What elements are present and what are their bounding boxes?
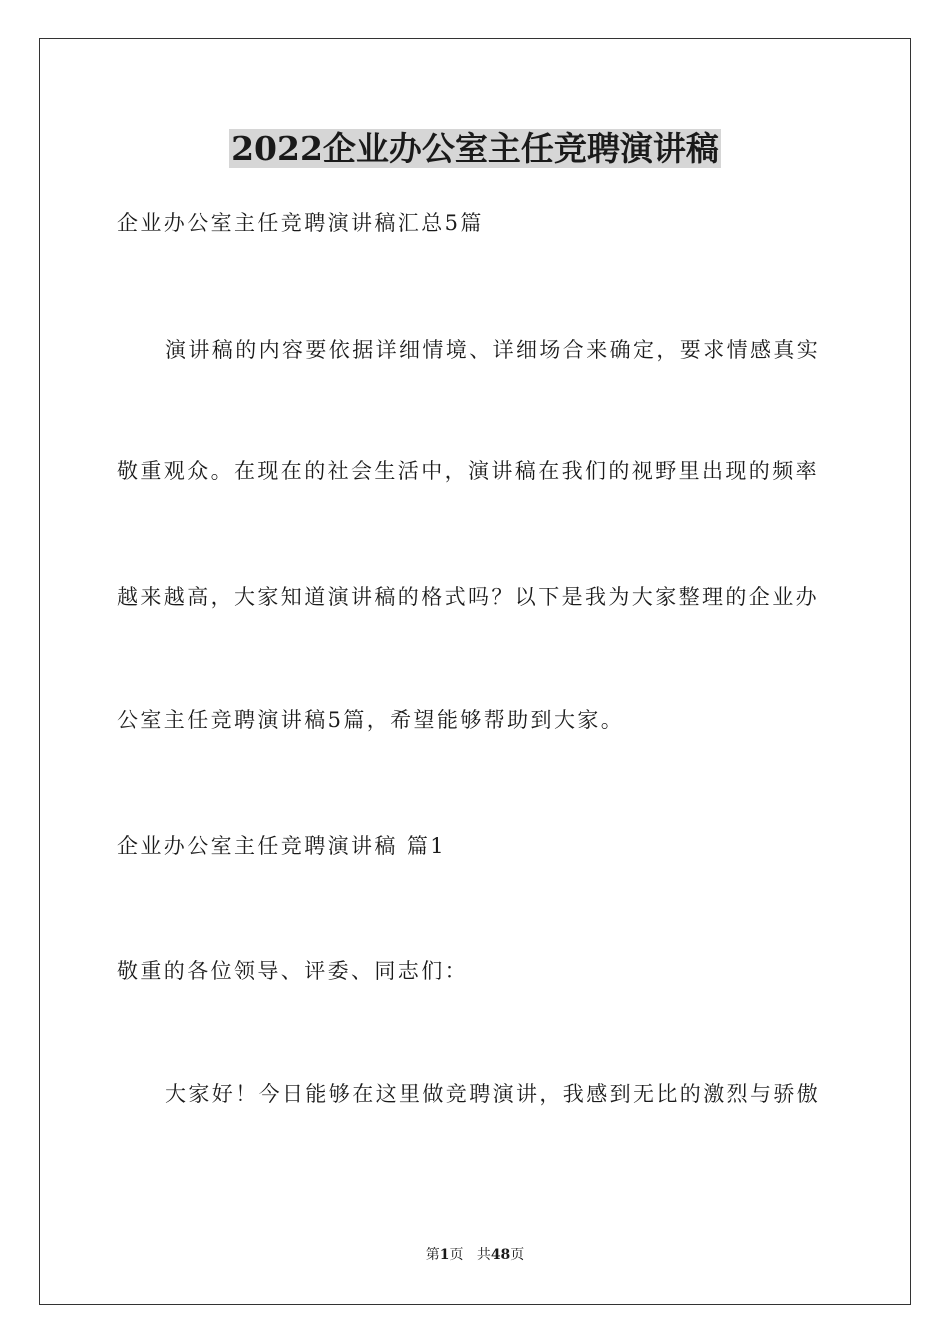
document-subtitle: 企业办公室主任竞聘演讲稿汇总5篇 [117, 211, 484, 235]
salutation-line: 敬重的各位领导、评委、同志们： [117, 959, 468, 983]
paragraph-line: 敬重观众。在现在的社会生活中，演讲稿在我们的视野里出现的频率 [117, 459, 819, 483]
document-title-text: 2022企业办公室主任竞聘演讲稿 [231, 129, 719, 168]
paragraph-line: 越来越高，大家知道演讲稿的格式吗？以下是我为大家整理的企业办 [117, 585, 819, 609]
paragraph-line: 大家好！今日能够在这里做竞聘演讲，我感到无比的激烈与骄傲 [165, 1082, 821, 1106]
footer-page-prefix: 第 [425, 1247, 440, 1263]
footer-total-pages: 48 [490, 1247, 511, 1263]
paragraph-line: 演讲稿的内容要依据详细情境、详细场合来确定，要求情感真实 [165, 338, 821, 362]
footer-page-number: 1 [439, 1247, 450, 1263]
page-footer [0, 1245, 950, 1265]
footer-page-suffix: 页 [449, 1247, 464, 1263]
document-title [0, 127, 950, 171]
footer-total-prefix: 共 [476, 1247, 491, 1263]
footer-total-suffix: 页 [510, 1247, 525, 1263]
paragraph-line: 公室主任竞聘演讲稿5篇，希望能够帮助到大家。 [117, 708, 625, 732]
section-heading: 企业办公室主任竞聘演讲稿 篇1 [117, 834, 447, 858]
